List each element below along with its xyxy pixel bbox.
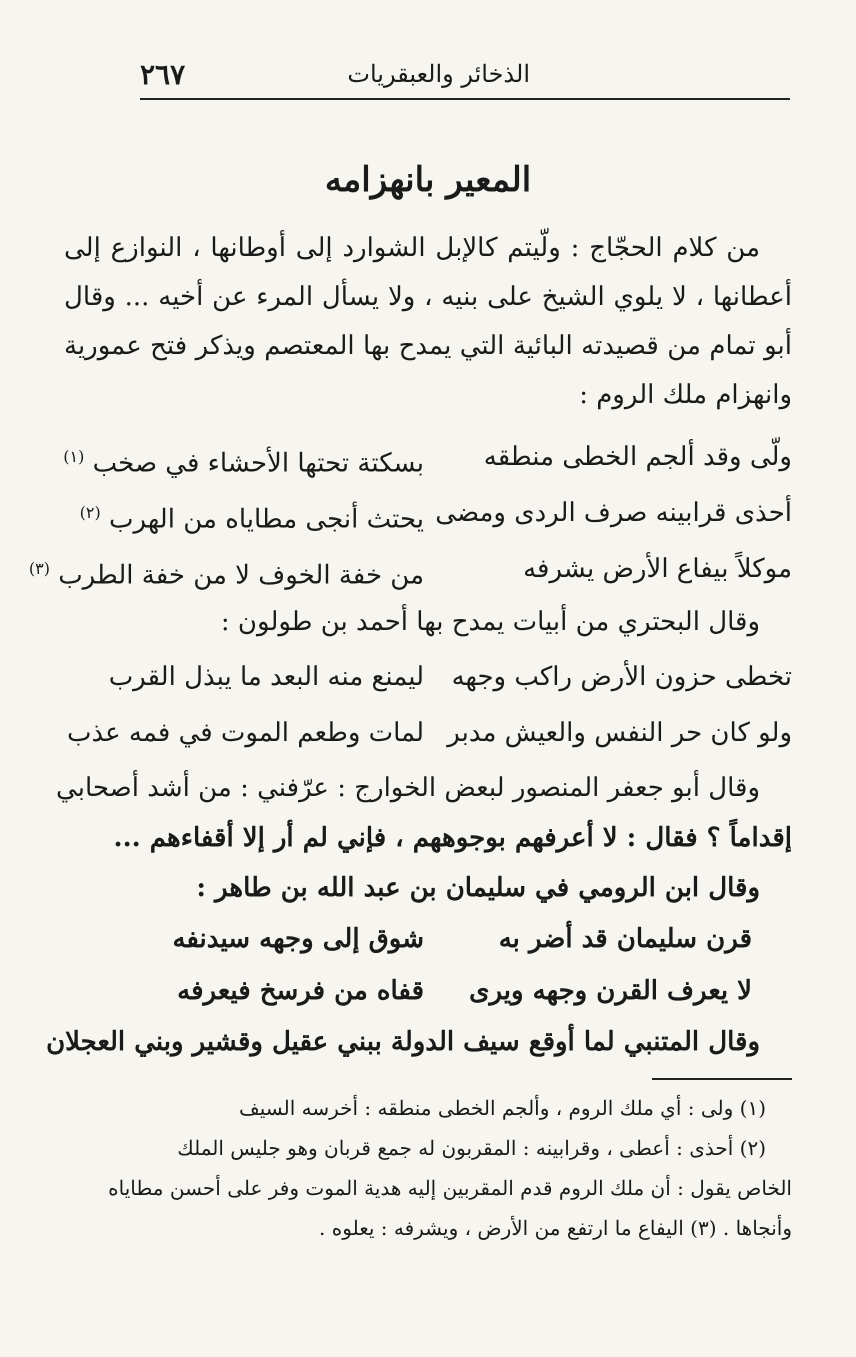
verse-second-hemistich: ليمنع منه البعد ما يبذل القرب bbox=[108, 662, 424, 692]
verse-first-hemistich: ولّى وقد ألجم الخطى منطقه bbox=[483, 442, 792, 472]
header-rule bbox=[140, 98, 790, 100]
paragraph-mansur-line-1: وقال أبو جعفر المنصور لبعض الخوارج : عرّفني : من أشد أصحابي bbox=[56, 773, 760, 803]
hemistich-text: يحتث أنجى مطاياه من الهرب bbox=[109, 504, 424, 535]
footnote-rule bbox=[652, 1078, 792, 1080]
paragraph-hajjaj bbox=[64, 224, 792, 420]
intro-buhturi: وقال البحتري من أبيات يمدح بها أحمد بن طولون : bbox=[220, 607, 760, 637]
verse-3 bbox=[28, 544, 792, 594]
verse-1 bbox=[64, 432, 792, 482]
page-header bbox=[140, 56, 790, 96]
footnote-3: وأنجاها . (٣) اليفاع ما ارتفع من الأرض ، ويشرفه : يعلوه . bbox=[319, 1216, 792, 1240]
paragraph-text: من كلام الحجّاج : ولّيتم كالإبل الشوارد إلى أوطانها ، النوازع إلى أعطانها ، لا يلوي الشيخ على بنيه ، ولا يسأل المرء عن أخيه ... وقال أبو تمام من قصيدته البائية التي يمدح بها المعتصم ويذكر فتح عمورية وانهزام ملك الروم : bbox=[64, 233, 792, 410]
verse-first-hemistich: موكلاً بيفاع الأرض يشرفه bbox=[523, 554, 792, 584]
verse-second-hemistich: قفاه من فرسخ فيعرفه bbox=[177, 976, 424, 1006]
paragraph-mutanabbi: وقال المتنبي لما أوقع سيف الدولة ببني عقيل وقشير وبني العجلان bbox=[46, 1027, 760, 1057]
page-number: ٢٦٧ bbox=[140, 58, 186, 91]
verse-6 bbox=[64, 914, 792, 964]
intro-ibn-rumi: وقال ابن الرومي في سليمان بن عبد الله بن طاهر : bbox=[196, 873, 760, 903]
footnote-marker: (٣) bbox=[28, 559, 50, 578]
paragraph-mansur-line-2: إقداماً ؟ فقال : لا أعرفهم بوجوههم ، فإني لم أر إلا أقفاءهم ... bbox=[113, 823, 792, 853]
footnote-marker: (٢) bbox=[79, 503, 101, 522]
verse-7 bbox=[64, 966, 792, 1016]
verse-first-hemistich: ولو كان حر النفس والعيش مدبر bbox=[447, 718, 792, 748]
verse-5 bbox=[64, 708, 792, 758]
footnote-marker: (١) bbox=[63, 447, 85, 466]
verse-second-hemistich: لمات وطعم الموت في فمه عذب bbox=[67, 718, 424, 748]
footnote-2: (٢) أحذى : أعطى ، وقرابينه : المقربون له جمع قربان وهو جليس الملك bbox=[177, 1136, 766, 1160]
verse-second-hemistich bbox=[64, 488, 424, 545]
verse-second-hemistich bbox=[64, 432, 424, 489]
running-title: الذخائر والعبقريات bbox=[347, 60, 530, 88]
verse-first-hemistich: أحذى قرابينه صرف الردى ومضى bbox=[435, 498, 792, 528]
verse-4 bbox=[64, 652, 792, 702]
footnote-1: (١) ولى : أي ملك الروم ، وألجم الخطى منطقه : أخرسه السيف bbox=[239, 1096, 766, 1120]
hemistich-text: من خفة الخوف لا من خفة الطرب bbox=[58, 560, 424, 591]
section-title: المعير بانهزامه bbox=[324, 160, 532, 200]
hemistich-text: بسكتة تحتها الأحشاء في صخب bbox=[92, 448, 424, 479]
verse-first-hemistich: قرن سليمان قد أضر به bbox=[498, 924, 752, 954]
verse-second-hemistich: شوق إلى وجهه سيدنفه bbox=[172, 924, 424, 954]
verse-first-hemistich: لا يعرف القرن وجهه ويرى bbox=[469, 976, 752, 1006]
verse-2 bbox=[64, 488, 792, 538]
verse-second-hemistich bbox=[28, 544, 424, 601]
footnote-2-continued: الخاص يقول : أن ملك الروم قدم المقربين إليه هدية الموت وفر على أحسن مطاياه bbox=[108, 1176, 792, 1200]
verse-first-hemistich: تخطى حزون الأرض راكب وجهه bbox=[451, 662, 792, 692]
